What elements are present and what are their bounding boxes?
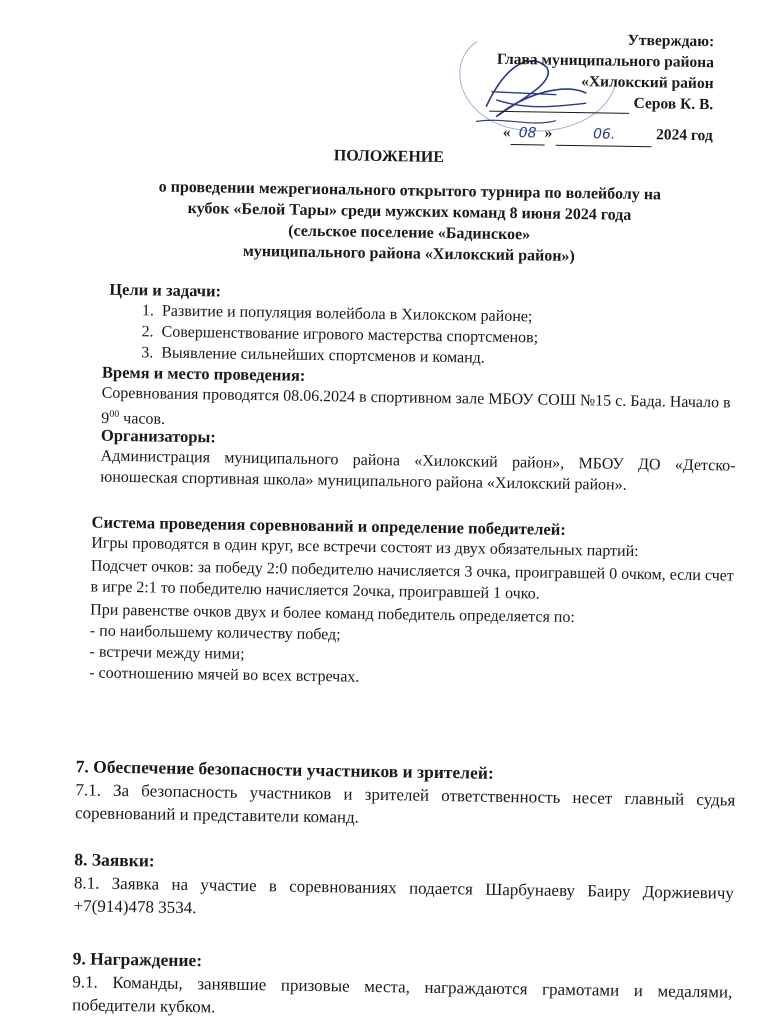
section-goals xyxy=(102,279,738,373)
approval-line-3: «Хилокский район xyxy=(581,73,714,93)
date-day: 08 xyxy=(510,123,544,146)
section-organizers xyxy=(100,425,736,498)
system-p3: При равенстве очков двух и более команд победитель определяется по: xyxy=(90,601,576,627)
system-list-item: - соотношению мячей во всех встречах. xyxy=(89,664,360,686)
system-list-item: - по наибольшему количеству побед; xyxy=(89,622,341,644)
goals-item: 3. Выявление сильнейших спортсменов и команд. xyxy=(157,342,737,372)
approval-line-2: Глава муниципального района xyxy=(496,50,715,72)
date-year: 2024 год xyxy=(655,126,713,145)
date-quote-close: » xyxy=(544,124,553,142)
time-place-text-b: часов. xyxy=(119,410,166,428)
document-subtitle xyxy=(109,176,710,269)
section-safety xyxy=(75,755,736,834)
section-system xyxy=(89,511,735,693)
time-place-heading: Время и место проведения: xyxy=(101,362,306,385)
system-p2: Подсчет очков: за победу 2:0 победителю начисляется 3 очка, проигравшей 0 очком, если счет в игре 2:1 то победителю начисляется 2очка, проигравшей 1 очко. xyxy=(90,557,734,603)
goals-item: 2. Совершенствование игрового мастерства спортсменов; xyxy=(157,321,737,351)
time-place-text-a: Соревнования проводятся 08.06.2024 в спортивном зале МБОУ СОШ №15 с. Бада. Начало в 9 xyxy=(101,384,731,428)
approval-line-1: Утверждаю: xyxy=(627,31,715,51)
section-awards xyxy=(72,947,733,1026)
applications-text: 8.1. Заявка на участие в соревнованиях подается Шарбунаеву Баиру Доржиевичу +7(914)478 3534. xyxy=(73,873,735,918)
system-heading: Система проведения соревнований и определение победителей: xyxy=(91,512,566,539)
system-p1: Игры проводятся в один круг, все встречи состоят из двух обязательных партий: xyxy=(91,534,639,561)
approval-block xyxy=(413,26,715,148)
awards-heading: 9. Награждение: xyxy=(72,948,203,971)
organizers-heading: Организаторы: xyxy=(100,425,217,447)
approval-signer-row xyxy=(413,89,713,115)
safety-text: 7.1. За безопасность участников и зрителей ответственность несет главный судья соревнований и представители команд. xyxy=(74,780,736,827)
section-applications xyxy=(73,848,734,927)
applications-heading: 8. Заявки: xyxy=(74,849,155,871)
organizers-text: Администрация муниципального района «Хилокский район», МБОУ ДО «Детско-юношеская спортивная школа» муниципального района «Хилокский район». xyxy=(100,447,736,494)
date-month: 06. xyxy=(556,124,652,148)
approval-signer: Серов К. В. xyxy=(633,94,714,114)
goals-item: 1. Развитие и популяция волейбола в Хилокском районе; xyxy=(158,300,738,330)
system-list-item: - встречи между ними; xyxy=(89,643,245,663)
subtitle-line: муниципального района «Хилокский район») xyxy=(242,242,575,266)
subtitle-line: о проведении межрегионального открытого турнира по волейболу на xyxy=(158,178,662,204)
signature-line xyxy=(489,111,629,114)
document-title: ПОЛОЖЕНИЕ xyxy=(333,147,445,166)
safety-heading: 7. Обеспечение безопасности участников и зрителей: xyxy=(75,756,494,783)
time-superscript: 00 xyxy=(109,408,120,420)
subtitle-line: (сельское поселение «Бадинское» xyxy=(288,222,531,244)
approval-date-row xyxy=(413,120,713,148)
goals-heading: Цели и задачи: xyxy=(109,279,222,301)
awards-text: 9.1. Команды, занявшие призовые места, награждаются грамотами и медалями, победители кубком. xyxy=(71,972,733,1017)
date-quote-open: « xyxy=(502,123,511,142)
goals-list xyxy=(102,300,738,373)
subtitle-line: кубок «Белой Тары» среди мужских команд 8 июня 2024 года xyxy=(187,199,632,224)
